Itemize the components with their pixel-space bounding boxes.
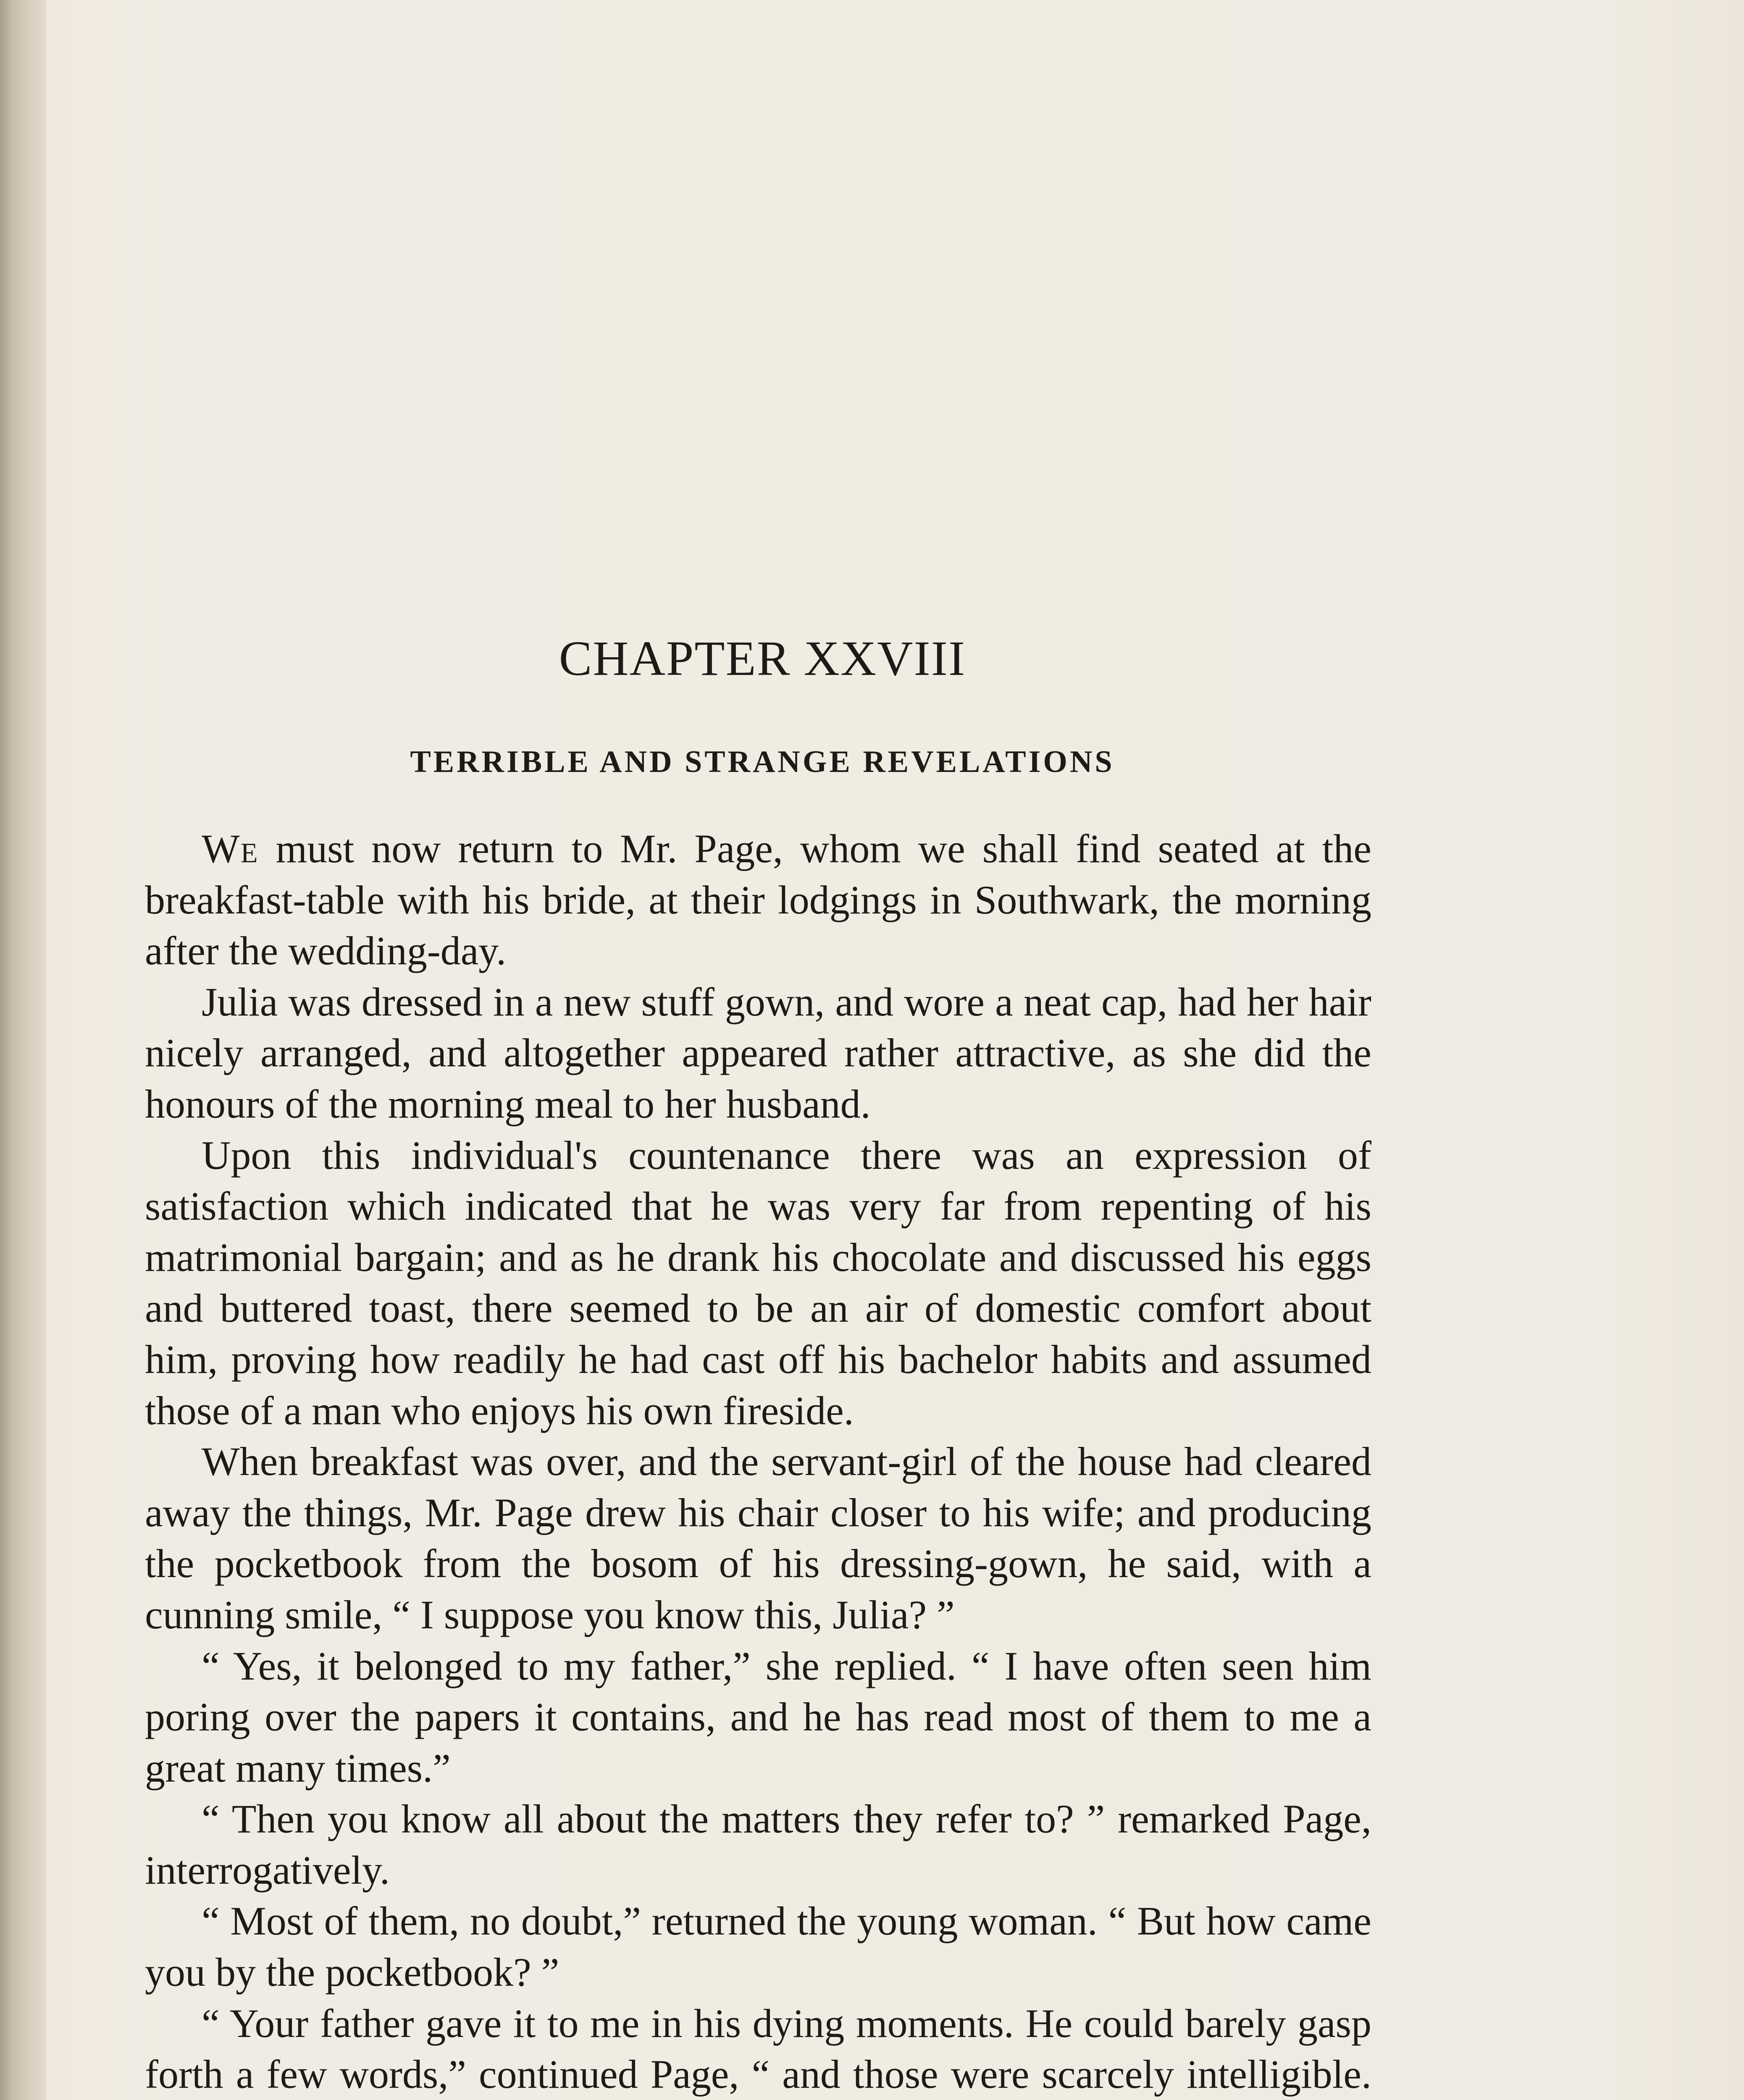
paragraph-3: Upon this individual's countenance there was an expression of satisfaction which indicated that he was very far from repenting of his matrimonial bargain; and as he drank his chocolate and discussed his eggs and buttered toast, there seemed to be an air of domestic comfort about him, proving how readily he had cast off his bachelor habits and assumed those of a man who enjoys his own fireside. <box>145 1132 1371 1433</box>
paragraph-lead-word: We <box>202 826 259 871</box>
chapter-title: CHAPTER XXVIII <box>559 631 966 686</box>
paragraph-7: “ Most of them, no doubt,” returned the young woman. “ But how came you by the pocketbook? ” <box>145 1898 1371 1995</box>
paragraph-text: must now return to Mr. Page, whom we shall find seated at the breakfast-table with his bride, at their lodgings in Southwark, the morning after the wedding-day. <box>145 826 1371 974</box>
book-spine-shadow <box>0 0 46 2100</box>
paragraph-1 <box>145 823 1371 976</box>
paragraph-6: “ Then you know all about the matters they refer to? ” remarked Page, interrogatively. <box>145 1796 1371 1893</box>
chapter-body <box>145 823 1371 2100</box>
chapter-subtitle: TERRIBLE AND STRANGE REVELATIONS <box>410 745 1115 779</box>
paragraph-4: When breakfast was over, and the servant-girl of the house had cleared away the things, Mr. Page drew his chair closer to his wife; and producing the pocketbook from the bosom of his dressing-gown, he said, with a cunning smile, “ I suppose you know this, Julia? ” <box>145 1439 1371 1637</box>
paragraph-8: “ Your father gave it to me in his dying moments. He could barely gasp forth a few words,” continued Page, “ and those were scarcely intelligible. <box>145 2000 1371 2097</box>
paragraph-2: Julia was dressed in a new stuff gown, and wore a neat cap, had her hair nicely arranged, and altogether appeared rather attractive, as she did the honours of the morning meal to her husband. <box>145 979 1371 1126</box>
paragraph-5: “ Yes, it belonged to my father,” she replied. “ I have often seen him poring over the papers it contains, and he has read most of them to me a great many times.” <box>145 1643 1371 1790</box>
